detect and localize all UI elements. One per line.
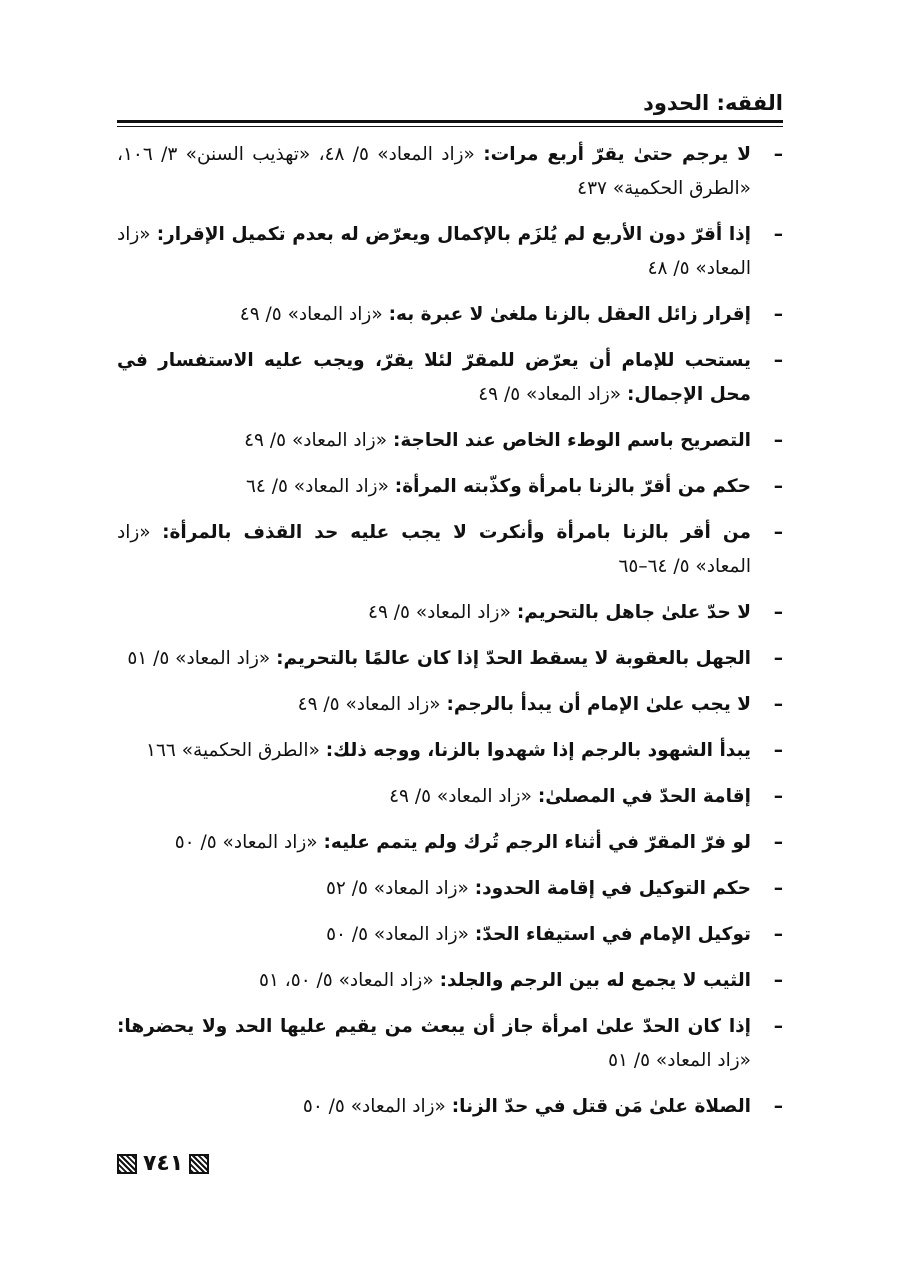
- entry-topic: لا يرجم حتىٰ يقرّ أربع مرات:: [483, 144, 751, 165]
- entry-reference: «زاد المعاد» ٥/ ٤٩: [478, 384, 627, 405]
- entry-topic: إذا كان الحدّ علىٰ امرأة جاز أن يبعث من يقيم عليها الحد ولا يحضرها:: [117, 1016, 751, 1037]
- entry-topic: الجهل بالعقوبة لا يسقط الحدّ إذا كان عالمًا بالتحريم:: [276, 648, 751, 669]
- entry-dash: –: [773, 832, 783, 853]
- index-entry: [117, 642, 783, 676]
- index-entry: [117, 424, 783, 458]
- entry-reference: «الطرق الحكمية» ١٦٦: [146, 740, 326, 761]
- entry-dash: –: [773, 144, 783, 165]
- index-entry: [117, 344, 783, 412]
- entry-dash: –: [773, 1016, 783, 1037]
- index-entry-list: [117, 138, 783, 1136]
- entry-dash: –: [773, 786, 783, 807]
- entry-dash: –: [773, 430, 783, 451]
- page-header-title: الفقه: الحدود: [643, 91, 783, 115]
- entry-dash: –: [773, 648, 783, 669]
- entry-reference: «زاد المعاد» ٥/ ٥٢: [325, 878, 475, 899]
- index-entry: [117, 964, 783, 998]
- index-entry: [117, 1090, 783, 1124]
- ornament-icon: [189, 1154, 209, 1174]
- index-entry: [117, 138, 783, 206]
- page-footer: [117, 1152, 209, 1176]
- entry-topic: إقامة الحدّ في المصلىٰ:: [537, 786, 751, 807]
- entry-reference: «زاد المعاد» ٥/ ٤٩: [368, 602, 517, 623]
- entry-topic: من أقر بالزنا بامرأة وأنكرت لا يجب عليه حد القذف بالمرأة:: [162, 522, 751, 543]
- entry-reference: «زاد المعاد» ٥/ ٥٠: [174, 832, 324, 853]
- header-rule-thin: [117, 126, 783, 127]
- index-entry: [117, 734, 783, 768]
- index-entry: [117, 596, 783, 630]
- entry-reference: «زاد المعاد» ٥/ ٥١: [608, 1050, 751, 1071]
- entry-reference: «زاد المعاد» ٥/ ٤٨، «تهذيب السنن» ٣/ ١٠٦، «الطرق الحكمية» ٤٣٧: [117, 144, 751, 199]
- entry-dash: –: [773, 522, 783, 543]
- index-entry: [117, 872, 783, 906]
- entry-dash: –: [773, 350, 783, 371]
- entry-reference: «زاد المعاد» ٥/ ٥١: [127, 648, 277, 669]
- entry-reference: «زاد المعاد» ٥/ ٥٠: [302, 1096, 452, 1117]
- entry-dash: –: [773, 878, 783, 899]
- entry-reference: «زاد المعاد» ٥/ ٤٩: [244, 430, 393, 451]
- entry-dash: –: [773, 224, 783, 245]
- index-entry: [117, 688, 783, 722]
- entry-topic: التصريح باسم الوطء الخاص عند الحاجة:: [392, 430, 751, 451]
- entry-topic: إذا أقرّ دون الأربع لم يُلزَم بالإكمال ويعرّض له بعدم تكميل الإقرار:: [156, 224, 752, 245]
- entry-reference: «زاد المعاد» ٥/ ٦٤: [245, 476, 395, 497]
- entry-topic: لا حدّ علىٰ جاهل بالتحريم:: [516, 602, 751, 623]
- entry-topic: الثيب لا يجمع له بين الرجم والجلد:: [439, 970, 751, 991]
- index-entry: [117, 918, 783, 952]
- entry-dash: –: [773, 924, 783, 945]
- entry-reference: «زاد المعاد» ٥/ ٤٨: [117, 224, 751, 279]
- entry-dash: –: [773, 602, 783, 623]
- index-entry: [117, 516, 783, 584]
- entry-topic: يستحب للإمام أن يعرّض للمقرّ لئلا يقرّ، ويجب عليه الاستفسار في محل الإجمال:: [117, 350, 751, 405]
- entry-dash: –: [773, 694, 783, 715]
- index-entry: [117, 298, 783, 332]
- entry-dash: –: [773, 740, 783, 761]
- index-entry: [117, 470, 783, 504]
- page-number: ٧٤١: [143, 1151, 184, 1176]
- entry-topic: لا يجب علىٰ الإمام أن يبدأ بالرجم:: [446, 694, 751, 715]
- entry-reference: «زاد المعاد» ٥/ ٦٤–٦٥: [117, 522, 751, 577]
- index-entry: [117, 1010, 783, 1078]
- header-rule-thick: [117, 120, 783, 123]
- index-entry: [117, 826, 783, 860]
- ornament-icon: [117, 1154, 137, 1174]
- entry-reference: «زاد المعاد» ٥/ ٤٩: [389, 786, 538, 807]
- entry-dash: –: [773, 1096, 783, 1117]
- entry-topic: توكيل الإمام في استيفاء الحدّ:: [474, 924, 751, 945]
- entry-reference: «زاد المعاد» ٥/ ٥٠، ٥١: [259, 970, 440, 991]
- entry-dash: –: [773, 304, 783, 325]
- entry-reference: «زاد المعاد» ٥/ ٤٩: [239, 304, 389, 325]
- entry-dash: –: [773, 476, 783, 497]
- index-entry: [117, 780, 783, 814]
- entry-reference: «زاد المعاد» ٥/ ٥٠: [326, 924, 475, 945]
- entry-topic: الصلاة علىٰ مَن قتل في حدّ الزنا:: [451, 1096, 751, 1117]
- entry-topic: يبدأ الشهود بالرجم إذا شهدوا بالزنا، ووجه ذلك:: [325, 740, 751, 761]
- entry-topic: حكم من أقرّ بالزنا بامرأة وكذّبته المرأة:: [394, 476, 751, 497]
- entry-topic: حكم التوكيل في إقامة الحدود:: [474, 878, 751, 899]
- entry-topic: إقرار زائل العقل بالزنا ملغىٰ لا عبرة به:: [388, 304, 751, 325]
- entry-topic: لو فرّ المقرّ في أثناء الرجم تُرك ولم يتمم عليه:: [323, 832, 751, 853]
- index-entry: [117, 218, 783, 286]
- entry-reference: «زاد المعاد» ٥/ ٤٩: [297, 694, 447, 715]
- entry-dash: –: [773, 970, 783, 991]
